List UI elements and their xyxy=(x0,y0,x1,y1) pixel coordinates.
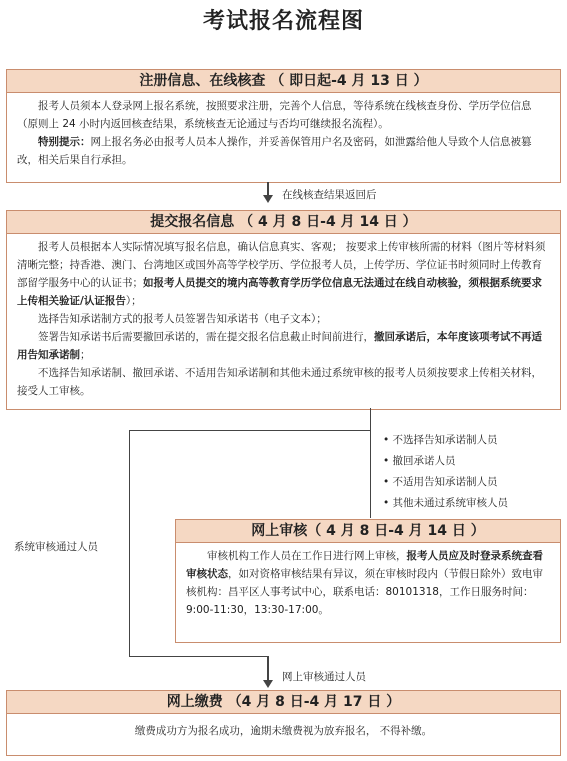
bullet-item: • 其他未通过系统审核人员 xyxy=(383,493,508,514)
left-branch-top xyxy=(129,430,371,431)
step-submit-box xyxy=(6,210,561,410)
arrow3-head xyxy=(263,680,273,688)
center-line-top xyxy=(370,408,371,518)
step-review-box xyxy=(175,519,561,643)
page-title: 考试报名流程图 xyxy=(202,9,364,34)
step-payment-desc: 缴费成功方为报名成功，逾期未缴费视为放弃报名， 不得补缴。 xyxy=(134,725,433,737)
tip-label: 特别提示： xyxy=(38,136,91,148)
bullet-item: • 不适用告知承诺制人员 xyxy=(383,472,508,493)
left-branch-vertical xyxy=(129,430,130,656)
step-submit-commit: 选择告知承诺制方式的报考人员签署告知承诺书（电子文本）； xyxy=(38,313,327,325)
left-branch-bottom xyxy=(129,656,269,657)
arrow1-label: 在线核查结果返回后 xyxy=(282,189,377,201)
arrow3-line xyxy=(267,656,269,682)
step-review-desc xyxy=(186,547,550,619)
step-review-header: 网上审核（ 4 月 8 日-4 月 14 日 ） xyxy=(176,520,560,543)
step-submit-manual: 不选择告知承诺制、撤回承诺、不适用告知承诺制和其他未通过系统审核的报考人员须按要求上传相关材料，接受人工审核。 xyxy=(17,367,542,397)
step-payment-box xyxy=(6,690,561,756)
step-register-header: 注册信息、在线核查 （ 即日起-4 月 13 日 ） xyxy=(7,70,560,93)
step-payment-header: 网上缴费 （4 月 8 日-4 月 17 日 ） xyxy=(7,691,560,714)
withdraw-b: 撤回承诺后，本年度该项考试不再适用告知承诺制 xyxy=(17,331,542,361)
review-desc-a: 审核机构工作人员在工作日进行网上审核， xyxy=(207,550,407,562)
arrow1-head xyxy=(263,195,273,203)
submit-desc-c: ）； xyxy=(125,295,142,307)
step-register-desc: 报考人员须本人登录网上报名系统，按照要求注册，完善个人信息，等待系统在线核查身份、学历学位信息（原则上 24 小时内返回核查结果，系统核查无论通过与否均可继续报名流程）。 xyxy=(17,100,532,130)
bullet-item: • 撤回承诺人员 xyxy=(383,451,508,472)
submit-desc-a: 报考人员根据本人实际情况填写报名信息，确认信息真实、客观； 按要求上传审核所需的材料（图片等材料须清晰完整；持香港、澳门、台湾地区或国外高等学校学历、学位报考人员，上传学历、学位证书时须同时上传教育部留学服务中心的认证书； xyxy=(17,241,546,289)
review-desc-b: 报考人员应及时登录系统查看审核状态 xyxy=(186,550,543,580)
step-submit-withdraw xyxy=(17,328,550,364)
arrow1-line xyxy=(267,182,269,196)
step-submit-desc xyxy=(17,238,550,310)
step-register-tip xyxy=(17,133,550,169)
tip-text: 网上报名务必由报考人员本人操作，并妥善保管用户名及密码，如泄露给他人导致个人信息被篡改，相关后果自行承担。 xyxy=(17,136,532,166)
review-desc-c: ，如对资格审核结果有异议，须在审核时段内（节假日除外）致电审核机构：昌平区人事考试中心，联系电话：80101318，工作日服务时间：9:00-11:30，13:30-17:00。 xyxy=(186,568,543,616)
manual-review-list xyxy=(383,430,508,514)
withdraw-c: ； xyxy=(80,349,91,361)
system-pass-label: 系统审核通过人员 xyxy=(14,541,98,553)
step-register-box xyxy=(6,69,561,183)
bullet-item: • 不选择告知承诺制人员 xyxy=(383,430,508,451)
step-submit-header: 提交报名信息 （ 4 月 8 日-4 月 14 日 ） xyxy=(7,211,560,234)
arrow3-label: 网上审核通过人员 xyxy=(282,671,366,683)
withdraw-a: 签署告知承诺书后需要撤回承诺的，需在提交报名信息截止时间前进行， xyxy=(38,331,374,343)
submit-desc-b: 如报考人员提交的境内高等教育学历学位信息无法通过在线自动核验，须根据系统要求上传相关验证/认证报告 xyxy=(17,277,542,307)
